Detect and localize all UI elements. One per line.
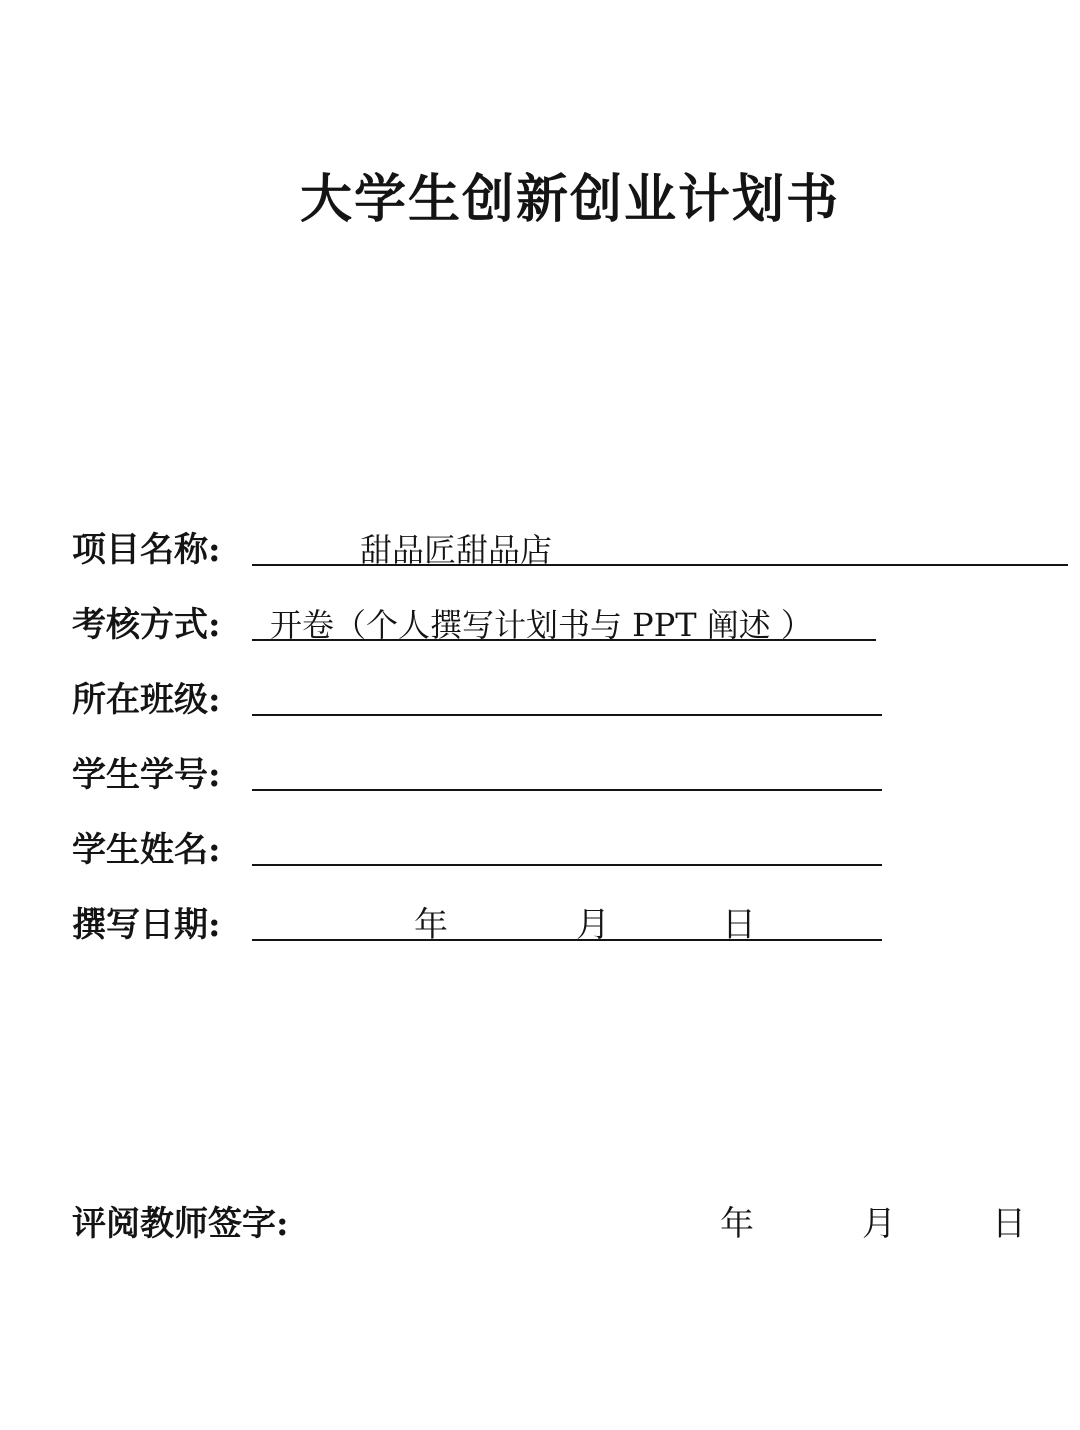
assessment-value[interactable]: 开卷（个人撰写计划书与 PPT 阐述 ） — [270, 606, 813, 644]
student-id-underline[interactable] — [252, 789, 882, 791]
write-date-underline[interactable] — [252, 939, 882, 941]
review-date-day: 日 — [992, 1204, 1026, 1244]
document-title: 大学生创新创业计划书 — [299, 170, 840, 230]
student-name-label: 学生姓名: — [72, 830, 221, 870]
reviewer-signature-label: 评阅教师签字: — [72, 1204, 289, 1244]
review-date-month: 月 — [862, 1204, 896, 1244]
student-id-label: 学生学号: — [72, 755, 221, 795]
review-date-year: 年 — [720, 1204, 754, 1244]
project-name-label: 项目名称: — [72, 530, 221, 570]
write-date-day: 日 — [722, 905, 756, 945]
project-name-value[interactable]: 甜品匠甜品店 — [360, 531, 553, 569]
student-name-underline[interactable] — [252, 864, 882, 866]
class-underline[interactable] — [252, 714, 882, 716]
class-label: 所在班级: — [72, 680, 221, 720]
assessment-label: 考核方式: — [72, 605, 221, 645]
write-date-month: 月 — [576, 905, 610, 945]
write-date-label: 撰写日期: — [72, 905, 221, 945]
write-date-year: 年 — [414, 905, 448, 945]
